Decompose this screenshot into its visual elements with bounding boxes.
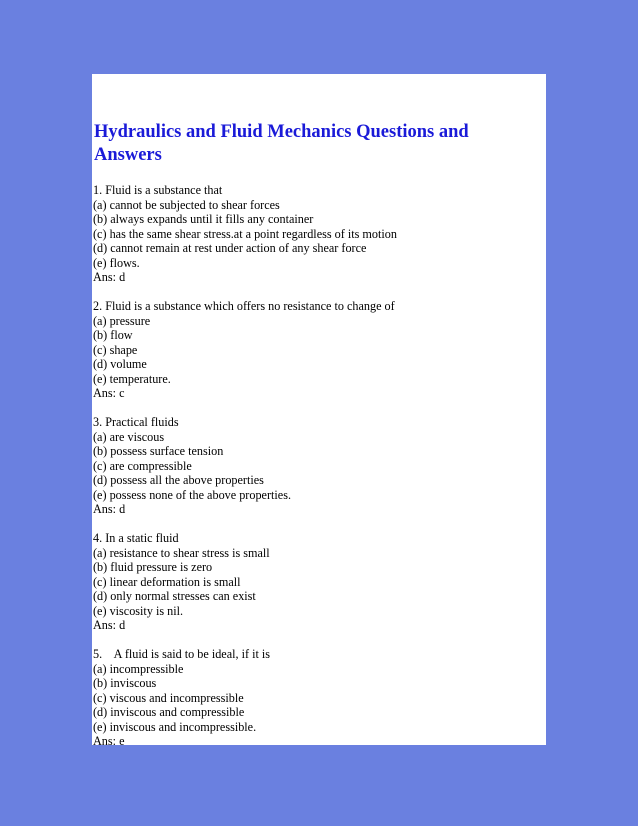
answer: Ans: d — [93, 502, 126, 516]
question-stem: 1. Fluid is a substance that — [93, 183, 223, 197]
question-3 — [93, 415, 543, 517]
option-d: (d) possess all the above properties — [93, 473, 264, 487]
option-d: (d) cannot remain at rest under action of any shear force — [93, 241, 367, 255]
option-c: (c) has the same shear stress.at a point regardless of its motion — [93, 226, 397, 241]
question-stem: 2. Fluid is a substance which offers no resistance to change of — [93, 299, 395, 313]
option-a: (a) pressure — [93, 313, 151, 328]
document-page — [92, 74, 546, 745]
option-e: (e) possess none of the above properties. — [93, 487, 291, 502]
option-e: (e) viscosity is nil. — [93, 603, 184, 618]
question-4 — [93, 531, 543, 633]
answer: Ans: e — [93, 734, 125, 745]
question-5 — [93, 647, 543, 745]
question-stem: 5. A fluid is said to be ideal, if it is — [93, 647, 271, 661]
option-c: (c) shape — [93, 342, 138, 357]
page-title: Hydraulics and Fluid Mechanics Questions and Answers — [94, 122, 469, 165]
option-d: (d) volume — [93, 357, 147, 371]
answer: Ans: d — [93, 618, 126, 632]
option-e: (e) flows. — [93, 255, 140, 270]
option-a: (a) cannot be subjected to shear forces — [93, 197, 280, 212]
option-d: (d) inviscous and compressible — [93, 705, 245, 719]
option-b: (b) fluid pressure is zero — [93, 560, 213, 574]
option-e: (e) inviscous and incompressible. — [93, 719, 257, 734]
question-2 — [93, 299, 543, 401]
option-d: (d) only normal stresses can exist — [93, 589, 256, 603]
answer: Ans: c — [93, 386, 125, 400]
option-c: (c) linear deformation is small — [93, 574, 241, 589]
option-b: (b) inviscous — [93, 676, 157, 690]
option-c: (c) viscous and incompressible — [93, 690, 244, 705]
option-c: (c) are compressible — [93, 458, 192, 473]
option-b: (b) flow — [93, 328, 133, 342]
question-list — [93, 183, 543, 745]
option-b: (b) possess surface tension — [93, 444, 224, 458]
option-a: (a) resistance to shear stress is small — [93, 545, 270, 560]
question-1 — [93, 183, 543, 285]
option-e: (e) temperature. — [93, 371, 171, 386]
answer: Ans: d — [93, 270, 126, 284]
option-a: (a) are viscous — [93, 429, 165, 444]
question-stem: 3. Practical fluids — [93, 415, 179, 429]
option-a: (a) incompressible — [93, 661, 184, 676]
option-b: (b) always expands until it fills any container — [93, 212, 314, 226]
question-stem: 4. In a static fluid — [93, 531, 179, 545]
